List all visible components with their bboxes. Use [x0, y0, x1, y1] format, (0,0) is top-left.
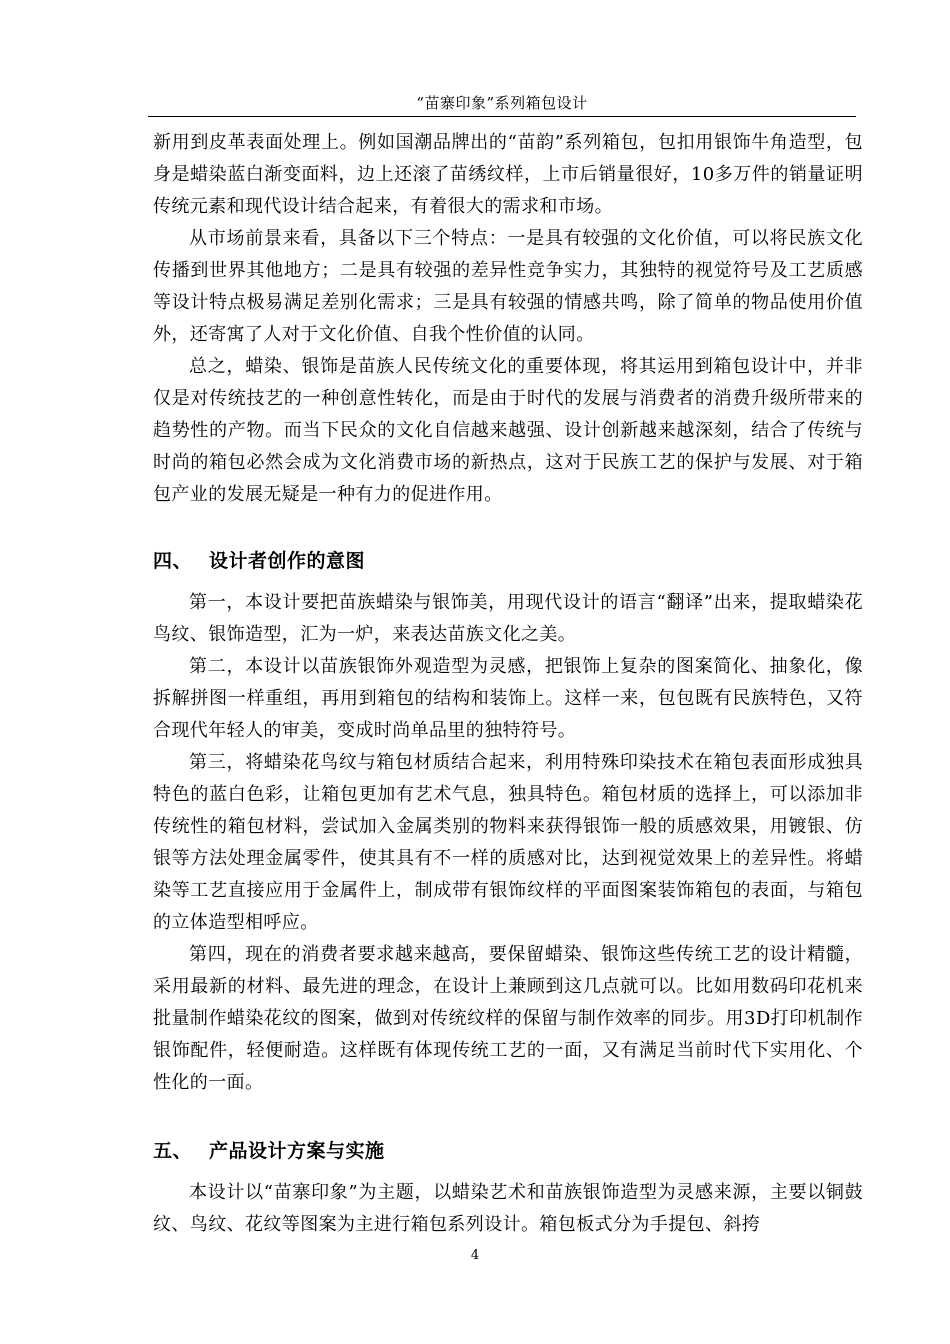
section-title: 设计者创作的意图	[209, 550, 366, 572]
body-paragraph: 从市场前景来看，具备以下三个特点：一是具有较强的文化价值，可以将民族文化传播到世界其他地方；二是具有较强的差异性竞争实力，其独特的视觉符号及工艺质感等设计特点极易满足差别化需求；三是具有较强的情感共鸣，除了简单的物品使用价值外，还寄寓了人对于文化价值、自我个性价值的认同。	[153, 228, 863, 345]
body-paragraph: 第二，本设计以苗族银饰外观造型为灵感，把银饰上复杂的图案简化、抽象化，像拆解拼图一样重组，再用到箱包的结构和装饰上。这样一来，包包既有民族特色，又符合现代年轻人的审美，变成时尚单品里的独特符号。	[153, 656, 863, 741]
section-number: 五、	[153, 1140, 193, 1162]
body-paragraph: 第四，现在的消费者要求越来越高，要保留蜡染、银饰这些传统工艺的设计精髓，采用最新的材料、最先进的理念，在设计上兼顾到这几点就可以。比如用数码印花机来批量制作蜡染花纹的图案，做到对传统纹样的保留与制作效率的同步。用3D打印机制作银饰配件，轻便耐造。这样既有体现传统工艺的一面，又有满足当前时代下实用化、个性化的一面。	[153, 944, 863, 1093]
section-title: 产品设计方案与实施	[209, 1140, 385, 1162]
body-paragraph: 总之，蜡染、银饰是苗族人民传统文化的重要体现，将其运用到箱包设计中，并非仅是对传统技艺的一种创意性转化，而是由于时代的发展与消费者的消费升级所带来的趋势性的产物。而当下民众的文化自信越来越强、设计创新越来越深刻，结合了传统与时尚的箱包必然会成为文化消费市场的新热点，这对于民族工艺的保护与发展、对于箱包产业的发展无疑是一种有力的促进作用。	[153, 356, 863, 505]
page-content	[153, 127, 863, 1241]
section-heading-5	[153, 1139, 863, 1163]
section-number: 四、	[153, 550, 193, 572]
body-paragraph: 本设计以“苗寨印象”为主题，以蜡染艺术和苗族银饰造型为灵感来源，主要以铜鼓纹、鸟纹、花纹等图案为主进行箱包系列设计。箱包板式分为手提包、斜挎	[153, 1182, 863, 1235]
header-rule	[148, 116, 856, 117]
body-paragraph: 第三，将蜡染花鸟纹与箱包材质结合起来，利用特殊印染技术在箱包表面形成独具特色的蓝白色彩，让箱包更加有艺术气息，独具特色。箱包材质的选择上，可以添加非传统性的箱包材料，尝试加入金属类别的物料来获得银饰一般的质感效果，用镀银、仿银等方法处理金属零件，使其具有不一样的质感对比，达到视觉效果上的差异性。将蜡染等工艺直接应用于金属件上，制成带有银饰纹样的平面图案装饰箱包的表面，与箱包的立体造型相呼应。	[153, 752, 863, 933]
section-heading-4	[153, 549, 863, 573]
running-header: “苗寨印象”系列箱包设计	[416, 94, 588, 112]
page-number: 4	[470, 1248, 480, 1263]
body-paragraph: 第一，本设计要把苗族蜡染与银饰美，用现代设计的语言“翻译”出来，提取蜡染花鸟纹、银饰造型，汇为一炉，来表达苗族文化之美。	[153, 592, 863, 645]
body-paragraph: 新用到皮革表面处理上。例如国潮品牌出的“苗韵”系列箱包，包扣用银饰牛角造型，包身是蜡染蓝白渐变面料，边上还滚了苗绣纹样，上市后销量很好，10多万件的销量证明传统元素和现代设计结合起来，有着很大的需求和市场。	[153, 132, 863, 217]
